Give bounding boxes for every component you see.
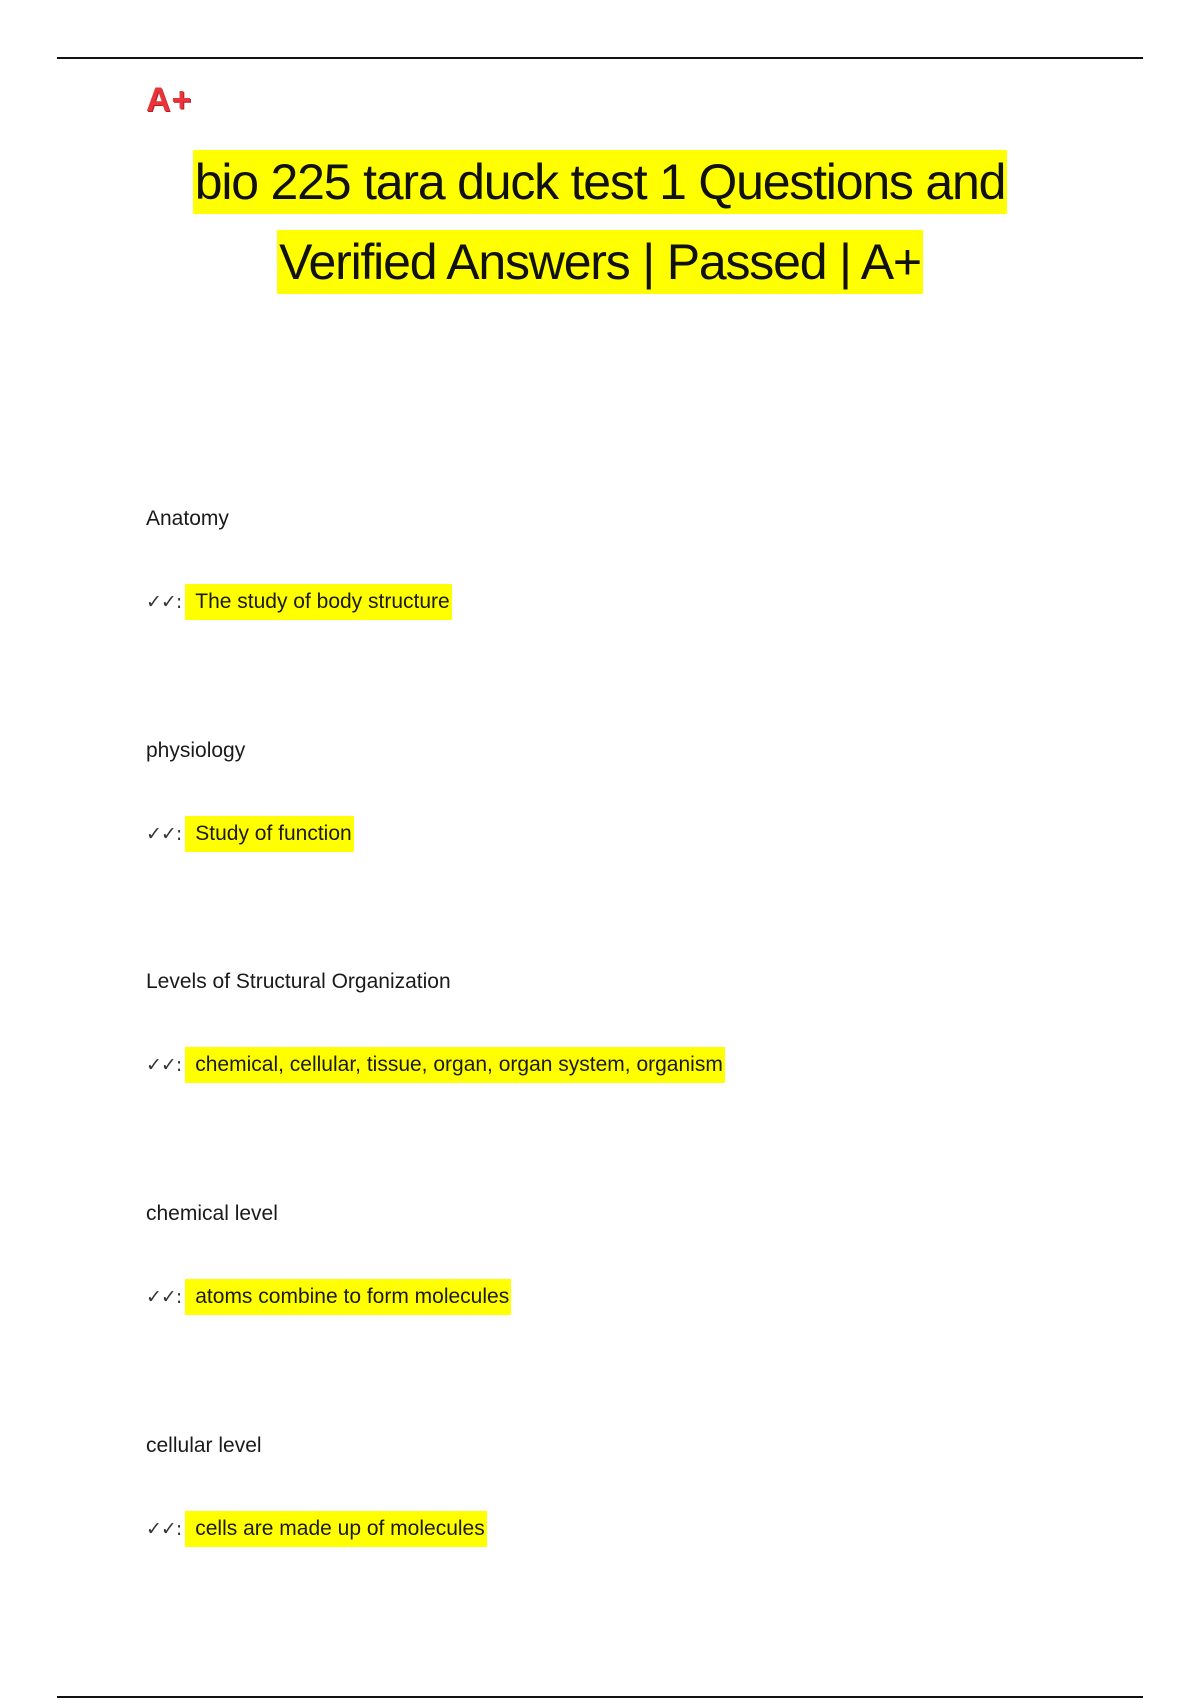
- answer-text: cells are made up of molecules: [185, 1511, 486, 1547]
- title-line-1: bio 225 tara duck test 1 Questions and: [193, 150, 1008, 214]
- check-icon: ✓✓:: [146, 591, 182, 613]
- answer-text: chemical, cellular, tissue, organ, organ system, organism: [185, 1047, 725, 1083]
- answer-text: Study of function: [185, 816, 353, 852]
- question-text: Levels of Structural Organization: [146, 970, 451, 993]
- check-icon: ✓✓:: [146, 1286, 182, 1308]
- answer-row: [146, 584, 452, 620]
- title-line-2: Verified Answers | Passed | A+: [277, 230, 923, 294]
- answer-row: [146, 1047, 725, 1083]
- check-icon: ✓✓:: [146, 1054, 182, 1076]
- grade-badge: A+: [146, 81, 193, 119]
- document-title: [100, 142, 1100, 302]
- answer-row: [146, 1511, 487, 1547]
- answer-row: [146, 816, 354, 852]
- check-icon: ✓✓:: [146, 823, 182, 845]
- answer-text: The study of body structure: [185, 584, 451, 620]
- answer-text: atoms combine to form molecules: [185, 1279, 511, 1315]
- footer-rule: [57, 1696, 1143, 1698]
- check-icon: ✓✓:: [146, 1518, 182, 1540]
- question-text: cellular level: [146, 1434, 262, 1457]
- question-text: chemical level: [146, 1202, 278, 1225]
- answer-row: [146, 1279, 511, 1315]
- question-text: physiology: [146, 739, 246, 762]
- header-rule: [57, 57, 1143, 59]
- question-text: Anatomy: [146, 507, 229, 530]
